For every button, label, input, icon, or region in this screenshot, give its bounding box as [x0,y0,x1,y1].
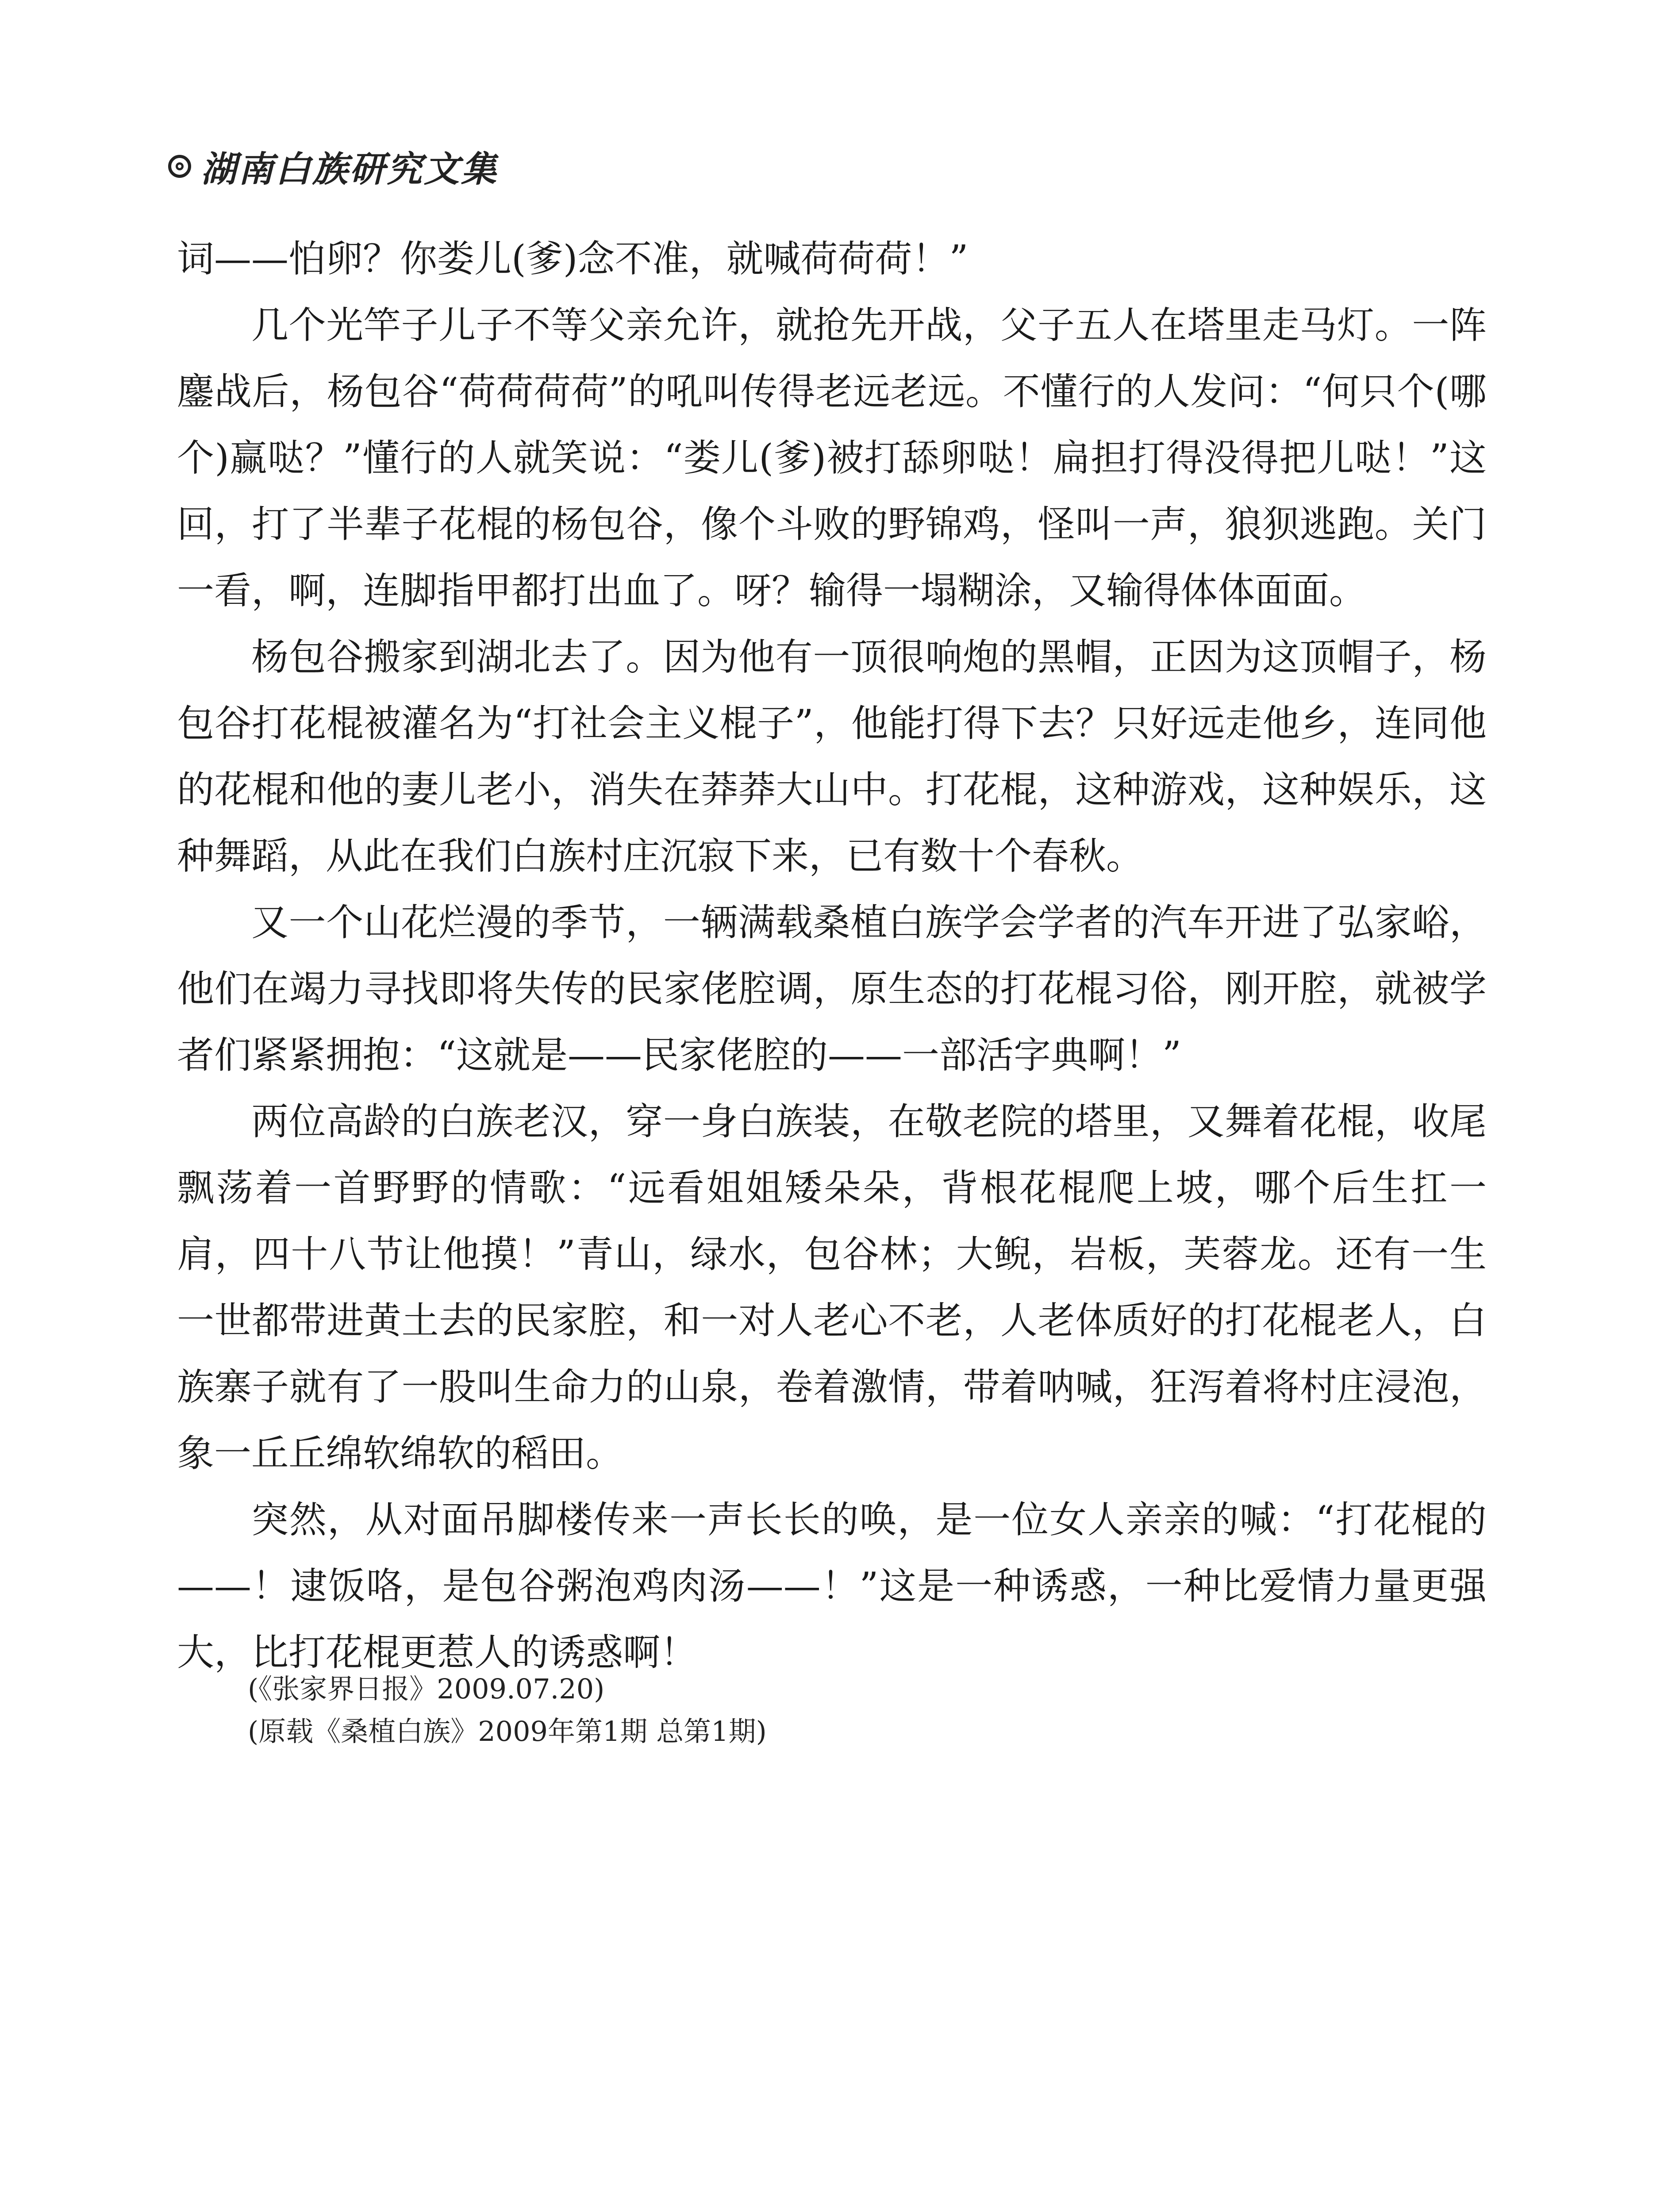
running-header [168,141,498,192]
source-note: (《张家界日报》2009.07.20) [248,1673,605,1705]
paragraph: 又一个山花烂漫的季节，一辆满载桑植白族学会学者的汽车开进了弘家峪，他们在竭力寻找即将失传的民家佬腔调，原生态的打花棍习俗，刚开腔，就被学者们紧紧拥抱：“这就是——民家佬腔的——一部活字典啊！” [177,901,1487,1077]
paragraph: 杨包谷搬家到湖北去了。因为他有一顶很响炮的黑帽，正因为这顶帽子，杨包谷打花棍被灌名为“打社会主义棍子”，他能打得下去？只好远走他乡，连同他的花棍和他的妻儿老小，消失在莽莽大山中。打花棍，这种游戏，这种娱乐，这种舞蹈，从此在我们白族村庄沉寂下来，已有数十个春秋。 [177,635,1487,878]
paragraph: 两位高龄的白族老汉，穿一身白族装，在敬老院的塔里，又舞着花棍，收尾飘荡着一首野野的情歌：“远看姐姐矮朵朵，背根花棍爬上坡，哪个后生扛一肩，四十八节让他摸！”青山，绿水，包谷林；大鲵，岩板，芙蓉龙。还有一生一世都带进黄土去的民家腔，和一对人老心不老，人老体质好的打花棍老人，白族寨子就有了一股叫生命力的山泉，卷着激情，带着呐喊，狂泻着将村庄浸泡，象一丘丘绵软绵软的稻田。 [177,1100,1487,1475]
source-note: (原载《桑植白族》2009年第1期 总第1期) [248,1715,767,1747]
circle-mark-icon [168,155,191,178]
source-notes [248,1668,767,1753]
article-body [177,226,1487,1686]
paragraph: 突然，从对面吊脚楼传来一声长长的唤，是一位女人亲亲的喊：“打花棍的——！逮饭咯，是包谷粥泡鸡肉汤——！”这是一种诱惑，一种比爱情力量更强大，比打花棍更惹人的诱惑啊！ [177,1498,1487,1674]
paragraph: 词——怕卵？你娄儿(爹)念不准，就喊荷荷荷！” [177,237,969,280]
paragraph: 几个光竿子儿子不等父亲允许，就抢先开战，父子五人在塔里走马灯。一阵鏖战后，杨包谷“荷荷荷荷”的吼叫传得老远老远。不懂行的人发问：“何只个(哪个)赢哒？”懂行的人就笑说：“娄儿(爹)被打舔卵哒！扁担打得没得把儿哒！”这回，打了半辈子花棍的杨包谷，像个斗败的野锦鸡，怪叫一声，狼狈逃跑。关门一看，啊，连脚指甲都打出血了。呀？输得一塌糊涂，又输得体体面面。 [177,303,1487,612]
header-title: 湖南白族研究文集 [201,148,498,190]
